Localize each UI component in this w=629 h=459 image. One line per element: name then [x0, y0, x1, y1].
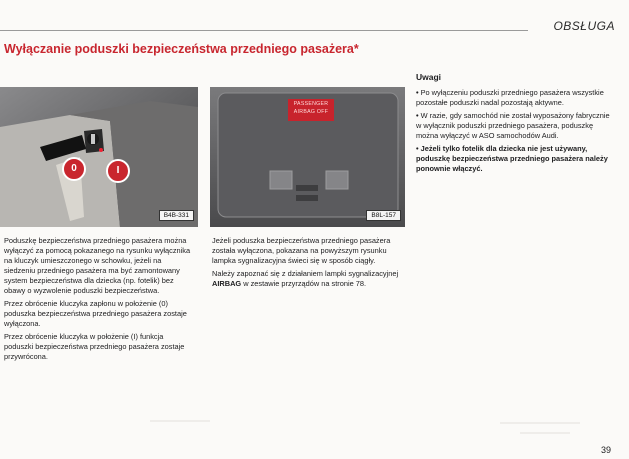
lamp-line-1: PASSENGER	[293, 101, 329, 107]
bullet-icon: •	[416, 111, 419, 120]
column-2	[212, 236, 404, 292]
note-item-warning	[416, 144, 612, 174]
paragraph: Poduszkę bezpieczeństwa przedniego pasażera można wyłączyć za pomocą pokazanego na rysunku wyłącznika na kluczyk umieszczonego w schowku, jeżeli na siedzeniu przedniego pasażera ma być zamontowany system bezpieczeństwa dla dziecka (np. fotelik) bez obawy o wyzwolenie poduszki bezpieczeństwa.	[4, 236, 191, 295]
position-0-marker: 0	[62, 157, 86, 181]
page-number: 39	[600, 445, 611, 455]
bullet-icon: •	[416, 88, 419, 97]
paragraph	[212, 269, 404, 289]
paragraph: Przez obrócenie kluczyka w położenie (I) funkcja poduszki bezpieczeństwa przedniego pasażera zostaje przywrócona.	[4, 332, 185, 361]
notes	[416, 72, 612, 177]
text: w zestawie przyrządów na stronie 78.	[241, 279, 367, 288]
airbag-off-lamp	[288, 100, 334, 116]
lamp-line-2: AIRBAG OFF	[293, 109, 329, 115]
paragraph: Przez obrócenie kluczyka zapłonu w położenie (0) poduszka bezpieczeństwa przedniego pasażera zostaje wyłączona.	[4, 299, 187, 328]
key-switch-illustration	[0, 87, 198, 227]
bleed-through-mark	[520, 432, 570, 434]
figure-warning-lamp	[210, 87, 405, 227]
paragraph: Jeżeli poduszka bezpieczeństwa przedniego pasażera została wyłączona, pokazana na powyższym rysunku lampka sygnalizacyjna świeci się w sposób ciągły.	[212, 236, 391, 265]
figure-ref-1: B4B-331	[159, 210, 194, 221]
column-1	[4, 236, 194, 365]
airbag-term: AIRBAG	[212, 279, 242, 288]
bleed-through-text	[430, 42, 433, 56]
bleed-through-mark	[150, 420, 210, 422]
header-rule	[0, 30, 528, 31]
bullet-icon: •	[416, 144, 419, 153]
text: Należy zapoznać się z działaniem lampki sygnalizacyjnej	[212, 269, 399, 278]
note-item	[416, 88, 612, 108]
note-item	[416, 111, 612, 141]
note-text: W razie, gdy samochód nie został wyposażony fabrycznie w wyłącznik poduszki przedniego pasażera, poduszkę można wyłączyć w ASO samochodów Audi.	[416, 111, 610, 140]
figure-ref-2: B8L-157	[366, 210, 401, 221]
bleed-through-mark	[500, 422, 580, 424]
section-title: OBSŁUGA	[553, 19, 615, 33]
note-text: Po wyłączeniu poduszki przedniego pasażera wszystkie pozostałe poduszki nadal pozostają aktywne.	[416, 88, 604, 107]
position-1-marker: I	[106, 159, 130, 183]
page-title: Wyłączanie poduszki bezpieczeństwa przedniego pasażera*	[4, 42, 359, 56]
notes-heading: Uwagi	[416, 72, 442, 82]
note-text: Jeżeli tylko fotelik dla dziecka nie jest używany, poduszkę bezpieczeństwa przedniego pasażera należy ponownie włączyć.	[416, 144, 608, 173]
figure-key-switch	[0, 87, 198, 227]
